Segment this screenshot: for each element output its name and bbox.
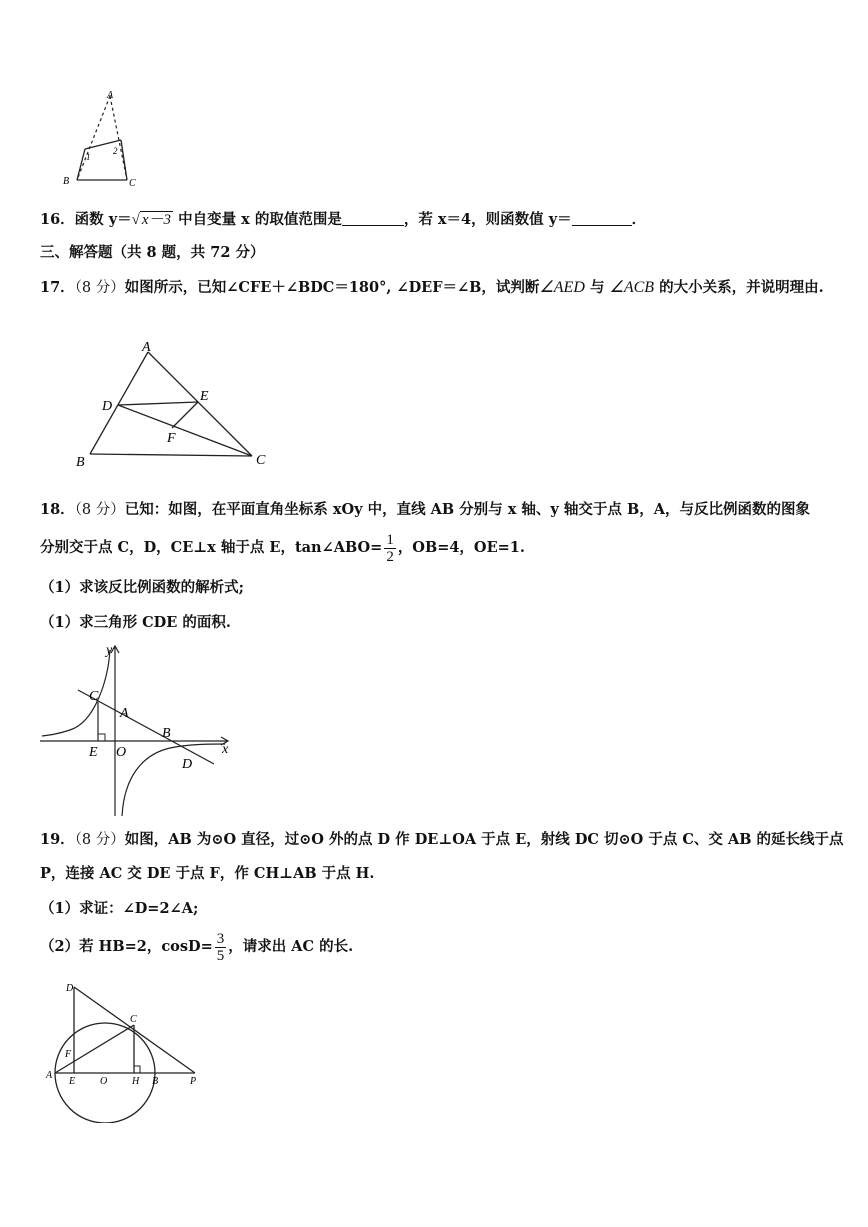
label-B: B <box>63 176 70 187</box>
segment-DE <box>118 402 198 405</box>
circle-figure-19 <box>40 978 210 1123</box>
side-B <box>77 149 85 180</box>
label-E: E <box>69 1076 76 1087</box>
question-19-line1: 19．（8 分）如图，AB 为⊙O 直径，过⊙O 外的点 D 作 DE⊥OA 于点 E，射线 DC 切⊙O 于点 C、交 AB 的延长线于点 <box>40 831 844 848</box>
question-19-line2: P，连接 AC 交 DE 于点 F，作 CH⊥AB 于点 H. <box>40 865 375 882</box>
label-x: x <box>222 742 229 757</box>
segment-EF <box>172 402 198 428</box>
label-A: A <box>46 1070 53 1081</box>
question-18-line1: 18．（8 分）已知：如图，在平面直角坐标系 xOy 中，直线 AB 分别与 x 轴、y 轴交于点 B，A，与反比例函数的图象 <box>40 501 810 518</box>
coordinate-figure-18 <box>40 640 235 818</box>
side-AC <box>148 352 252 456</box>
question-17: 17．（8 分）如图所示，已知∠CFE＋∠BDC＝180°, ∠DEF＝∠B，试判断∠AED 与 ∠ACB 的大小关系，并说明理由. <box>40 279 824 296</box>
label-C: C <box>129 178 136 188</box>
hyperbola-branch-lower <box>122 744 225 816</box>
label-C: C <box>130 1014 137 1025</box>
dashed-side-AC <box>110 96 127 180</box>
question-18-line2: 分别交于点 C，D，CE⊥x 轴于点 E，tan∠ABO= $\frac{1}{2}$ ，OB=4，OE=1. <box>40 531 525 565</box>
label-D: D <box>102 399 113 414</box>
question-18-sub2: （1）求三角形 CDE 的面积. <box>40 614 231 631</box>
label-y: y <box>106 643 113 658</box>
label-E: E <box>89 745 98 760</box>
label-D: D <box>182 757 193 772</box>
side-BC <box>90 454 252 456</box>
label-C: C <box>256 453 266 468</box>
right-angle-mark <box>134 1066 140 1073</box>
angle-2: 2 <box>113 146 118 156</box>
section-title: 三、解答题（共 8 题，共 72 分） <box>40 244 265 261</box>
angle-1: 1 <box>86 152 91 162</box>
triangle-figure-top <box>55 88 145 188</box>
dashed-side-AB <box>77 96 110 180</box>
label-F: F <box>65 1049 72 1060</box>
fraction-one-half: $\frac{1}{2}$ <box>386 531 394 565</box>
side-C <box>121 140 127 180</box>
side-AB <box>90 352 148 454</box>
label-A: A <box>107 90 114 101</box>
label-A: A <box>120 706 129 721</box>
fraction-three-fifths: $\frac{3}{5}$ <box>216 930 225 964</box>
answer-blank-value[interactable] <box>572 211 632 226</box>
question-19-sub2: （2）若 HB=2，cosD= $\frac{3}{5}$ ，请求出 AC 的长. <box>40 930 354 964</box>
sqrt-expression: √ x－3 <box>131 212 172 228</box>
label-E: E <box>200 389 209 404</box>
label-F: F <box>167 431 176 446</box>
label-B: B <box>76 455 85 470</box>
label-D: D <box>66 983 74 994</box>
question-18-sub1: （1）求该反比例函数的解析式; <box>40 579 244 596</box>
label-A: A <box>142 340 151 355</box>
hyperbola-branch-upper <box>42 650 110 736</box>
label-H: H <box>132 1076 140 1087</box>
question-19-sub1: （1）求证：∠D=2∠A; <box>40 900 199 917</box>
label-O: O <box>100 1076 108 1087</box>
triangle-figure-17 <box>70 338 280 473</box>
label-B: B <box>152 1076 159 1087</box>
label-P: P <box>190 1076 197 1087</box>
segment-DC <box>118 405 252 456</box>
label-C: C <box>89 689 99 704</box>
label-O: O <box>116 745 127 760</box>
answer-blank-range[interactable] <box>342 211 404 226</box>
right-angle-mark <box>98 734 105 741</box>
question-16: 16．函数 y＝√ x－3 中自变量 x 的取值范围是 ，若 x＝4，则函数值 y＝ ． <box>40 211 647 228</box>
label-B: B <box>162 726 171 741</box>
